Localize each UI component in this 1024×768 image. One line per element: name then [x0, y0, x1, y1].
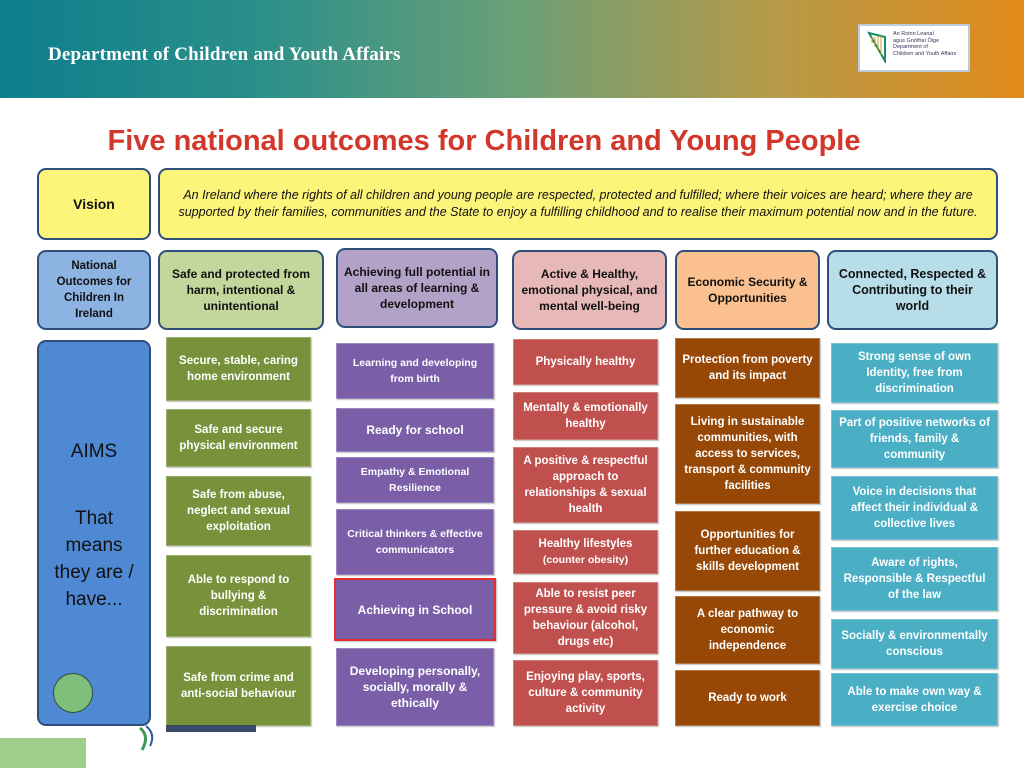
vision-label: Vision — [37, 168, 151, 240]
outcomes-label: National Outcomes for Children In Ireland — [37, 250, 151, 330]
outcome-health: Active & Healthy, emotional physical, and mental well-being — [512, 250, 667, 330]
aim-learning: Ready for school — [336, 408, 494, 452]
aim-learning: Critical thinkers & effective communicators — [336, 509, 494, 575]
aim-connected: Able to make own way & exercise choice — [831, 673, 998, 726]
aim-economic: A clear pathway to economic independence — [675, 596, 820, 664]
logo-text — [893, 31, 956, 57]
aims-subtitle: That means they are / have... — [54, 508, 134, 610]
aims-panel — [37, 340, 151, 726]
aim-connected: Voice in decisions that affect their individual & collective lives — [831, 476, 998, 540]
page-title: Five national outcomes for Children and Young People — [107, 125, 861, 157]
aim-safe: Safe and secure physical environment — [166, 409, 311, 467]
outcome-connected: Connected, Respected & Contributing to their world — [827, 250, 998, 330]
aim-safe: Safe from crime and anti-social behaviour — [166, 646, 311, 726]
footer-strip — [0, 738, 86, 768]
aim-connected: Strong sense of own Identity, free from discrimination — [831, 343, 998, 403]
aim-safe: Able to respond to bullying & discrimination — [166, 555, 311, 637]
aim-health — [513, 530, 658, 574]
aims-title: AIMS — [70, 441, 118, 462]
aim-learning: Developing personally, socially, morally & ethically — [336, 648, 494, 726]
aim-health: Enjoying play, sports, culture & community activity — [513, 660, 658, 726]
outcome-economic: Economic Security & Opportunities — [675, 250, 820, 330]
aim-health-title: Healthy lifestyles — [538, 538, 633, 550]
outcome-learning: Achieving full potential in all areas of learning & development — [336, 248, 498, 328]
aim-learning: Learning and developing from birth — [336, 343, 494, 399]
aim-safe: Secure, stable, caring home environment — [166, 337, 311, 401]
aim-learning-highlighted: Achieving in School — [334, 578, 496, 641]
aim-economic: Opportunities for further education & skills development — [675, 511, 820, 591]
aim-health: Mentally & emotionally healthy — [513, 392, 658, 440]
vision-statement: An Ireland where the rights of all children and young people are respected, protected and fulfilled; where their voices are heard; where they are supported by their families, communities and the State to enjoy a fulfilling childhood and to realise their maximum potential now and in the future. — [158, 168, 998, 240]
logo-line: Children and Youth Affairs — [893, 50, 957, 57]
aim-health: Able to resist peer pressure & avoid risky behaviour (alcohol, drugs etc) — [513, 582, 658, 654]
partial-foundation-logo — [136, 722, 262, 752]
aim-economic: Ready to work — [675, 670, 820, 726]
harp-icon — [866, 31, 888, 63]
aim-connected: Socially & environmentally conscious — [831, 619, 998, 669]
header-banner — [0, 0, 1024, 98]
aim-health: Physically healthy — [513, 339, 658, 385]
department-title: Department of Children and Youth Affairs — [48, 44, 401, 65]
aim-health-note: (counter obesity) — [542, 554, 629, 566]
outcome-safe: Safe and protected from harm, intentional & unintentional — [158, 250, 324, 330]
circle-marker — [53, 673, 93, 713]
logo-line: Department of — [893, 44, 928, 50]
logo-line: An Roinn Leanaí — [893, 31, 934, 37]
aim-economic: Living in sustainable communities, with access to services, transport & community facilities — [675, 404, 820, 504]
aim-learning: Empathy & Emotional Resilience — [336, 457, 494, 503]
aim-connected: Part of positive networks of friends, family & community — [831, 410, 998, 468]
aim-health: A positive & respectful approach to relationships & sexual health — [513, 447, 658, 523]
aim-connected: Aware of rights, Responsible & Respectful of the law — [831, 547, 998, 611]
department-logo — [858, 24, 970, 72]
aim-economic: Protection from poverty and its impact — [675, 338, 820, 398]
aim-safe: Safe from abuse, neglect and sexual exploitation — [166, 476, 311, 546]
logo-line: agus Gnóthaí Óige — [893, 37, 940, 44]
